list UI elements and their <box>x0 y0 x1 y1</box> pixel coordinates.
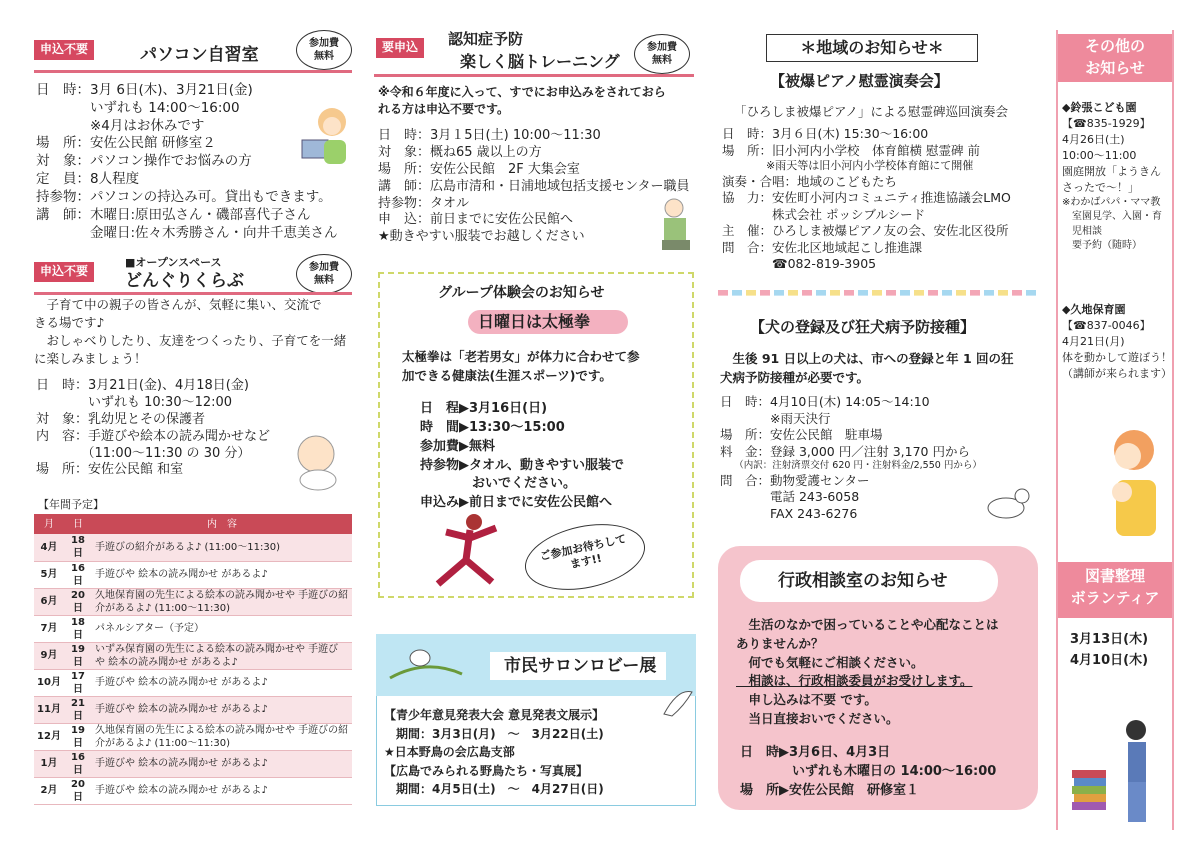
brain-title-1: 認知症予防 <box>448 30 524 48</box>
library-dates: 3月13日(木) 4月10日(木) <box>1070 632 1149 668</box>
mother-child-illustration <box>1094 420 1166 538</box>
no-application-tag-2: 申込不要 <box>34 262 94 282</box>
salon-title: 市民サロンロビー展 <box>504 656 657 676</box>
dog-title: 【犬の登録及び狂犬病予防接種】 <box>750 318 976 336</box>
bird-branch-icon <box>386 638 466 688</box>
salon-details: 【青少年意見発表大会 意見発表文展示】 期間：3月3日(月) ～ 3月22日(土) ★日本野鳥の会広島支部 【広島でみられる野鳥たち・写真展】 期間：4月5日(土) ～ 4月27日(日) <box>384 708 605 797</box>
taichi-details: 日 程▶3月16日(日) 時 間▶13:30～15:00 参加費▶無料 持参物▶タオル、動きやすい服装で おいでください。 申込み▶前日までに安佐公民館へ <box>420 401 624 511</box>
piano-title: 【被爆ピアノ慰霊演奏会】 <box>770 72 949 90</box>
pc-section <box>34 40 94 60</box>
table-row: 5月 16日 手遊びや 絵本の読み聞かせ があるよ♪ <box>34 561 352 588</box>
piano-details: 日 時：3月６日(木) 15:30～16:00 場 所：旧小河内小学校 体育館横 慰霊碑 前 ※雨天等は旧小河内小学校体育館にて開催 演奏・合唱：地域のこどもたち 協 力：安佐町小河内コミュニティ推進協議会LMO 株式会社 ポッシブルシード 主 催：ひろしま被爆ピアノ友の会、安佐北区役所 問 合：安佐北区地域起こし推進課 ☎082-819-3905 <box>722 126 1011 272</box>
consult-info: 日 時▶3月6日、4月3日 いずれも木曜日の 14:00～16:00 場 所▶安佐公民館 研修室１ <box>740 745 997 798</box>
brain-note: ※令和６年度に入って、すでにお申込みをされておら れる方は申込不要です。 <box>378 85 666 116</box>
application-required-tag: 要申込 <box>376 38 424 58</box>
dog-intro: 生後 91 日以上の犬は、市への登録と年 1 回の狂 犬病予防接種が必要です。 <box>720 351 1014 385</box>
region-title: ＊地域のお知らせ＊ <box>766 34 978 62</box>
schedule-caption: 【年間予定】 <box>38 498 104 511</box>
kuji-info: ◆久地保育園 【☎837-0046】 4月21日(月) 体を動かして遊ぼう！ （講師が来られます） <box>1062 303 1172 380</box>
pc-details: 日 時：3月 6日(木)、3月21日(金) いずれも 14:00～16:00 ※4月はお休みです 場 所：安佐公民館 研修室２ 対 象：パソコン操作でお悩みの方 定 員：8人程度 持参物：パソコンの持込み可。貸出もできます。 講 師：木曜日:原田弘さん・磯部喜代子さん 金曜日:佐々木秀勝さん・向井千恵美さん <box>36 82 338 241</box>
taichi-person-illustration <box>426 512 506 592</box>
table-row: 6月 20日 久地保育園の先生による絵本の読み聞かせや 手遊びの紹介があるよ♪ (11:00～11:30) <box>34 588 352 615</box>
welcome-bubble: ご参加お待ちして ます!! <box>519 514 651 600</box>
free-badge-3: 参加費 無料 <box>634 34 690 74</box>
elderly-man-illustration <box>656 196 696 254</box>
woman-books-illustration <box>1066 710 1166 826</box>
open-space-label: ■オープンスペース <box>125 256 222 269</box>
brain-details: 日 時：3月１5日(土) 10:00～11:30 対 象：概ね65 歳以上の方 場 所：安佐公民館 2F 大集会室 講 師：広島市清和・日浦地域包括支援センター職員 持参物：タオル 申 込：前日までに安佐公民館へ ★動きやすい服装でお越しください <box>378 128 690 245</box>
woman-pc-illustration <box>296 100 356 168</box>
free-badge: 参加費 無料 <box>296 30 352 70</box>
table-row: 9月 19日 いずみ保育園の先生による絵本の読み聞かせや 手遊び や 絵本の読み聞かせ があるよ♪ <box>34 642 352 669</box>
table-row: 12月 19日 久地保育園の先生による絵本の読み聞かせや 手遊びの紹介があるよ♪ (11:00～11:30) <box>34 723 352 750</box>
consult-title: 行政相談室のお知らせ <box>778 571 948 591</box>
baby-illustration <box>290 414 354 494</box>
suzuhari-info: ◆鈴張こども園 【☎835-1929】 4月26日(土) 10:00～11:00 園庭開放「ようきん さったで～！」 ※わかばパパ・ママ教 室園見学、入園・育 児相談 要予約（随時） <box>1062 101 1162 252</box>
table-row: 10月 17日 手遊びや 絵本の読み聞かせ があるよ♪ <box>34 669 352 696</box>
dog-illustration <box>980 482 1034 528</box>
donguri-details: 日 時：3月21日(金)、4月18日(金) いずれも 10:30～12:00 対 象：乳幼児とその保護者 内 容：手遊びや絵本の読み聞かせなど （11:00～11:30 の 30 分） 場 所：安佐公民館 和室 <box>36 378 271 478</box>
annual-schedule-table: 月 日 内 容 4月 18日 手遊びの紹介があるよ♪ (11:00～11:30) 5月 16日 手遊びや 絵本の読み聞かせ があるよ♪ 6月 20日 久地保育園の先生による絵本の読み聞かせや 手遊びの紹介があるよ♪ (11:00～11:30) 7月 18日 パネルシアター（予定） 9月 19日 いずみ保育園の先生による絵本の読み聞かせや 手遊び や 絵本の読み聞かせ があるよ♪ 10月 17日 手遊びや 絵本の読み聞かせ があるよ♪ 11月 21日 手遊びや 絵本の読み聞かせ があるよ♪ 12月 19日 久地保育園の先生による絵本の読み聞かせや 手遊びの紹介があるよ♪ (11:00～11:30) 1月 16日 手遊びや 絵本の読み聞かせ があるよ♪ 2月 20日 手遊びや 絵本の読み聞かせ があるよ♪ <box>34 514 352 805</box>
taichi-intro: 太極拳は「老若男女」が体力に合わせて参 加できる健康法(生涯スポーツ)です。 <box>402 349 640 383</box>
dove-icon <box>660 684 696 724</box>
dog-details: 日 時：4月10日(木) 14:05～14:10 ※雨天決行 場 所：安佐公民館 駐車場 料 金：登録 3,000 円／注射 3,170 円から （内訳：注射済票交付 620 円・注射料金/2,550 円から） 問 合：動物愛護センター 電話 243-6058 FAX 243-6276 <box>720 394 982 521</box>
consult-body: 生活のなかで困っていることや心配なことは ありませんか？ 何でも気軽にご相談ください。 相談は、行政相談委員がお受けします。 申し込みは不要 です。 当日直接おいでください。 <box>736 617 999 726</box>
table-row: 4月 18日 手遊びの紹介があるよ♪ (11:00～11:30) <box>34 534 352 561</box>
donguri-intro: 子育て中の親子の皆さんが、気軽に集い、交流で きる場です♪ おしゃべりしたり、友達をつくったり、子育てを一緒 に楽しみましょう！ <box>34 297 347 367</box>
table-row: 7月 18日 パネルシアター（予定） <box>34 615 352 642</box>
table-row: 1月 16日 手遊びや 絵本の読み聞かせ があるよ♪ <box>34 750 352 777</box>
pc-title: パソコン自習室 <box>140 45 259 65</box>
table-row: 11月 21日 手遊びや 絵本の読み聞かせ があるよ♪ <box>34 696 352 723</box>
donguri-title: どんぐりくらぶ <box>125 271 244 291</box>
piano-lead: 「ひろしま被爆ピアノ」による慰霊碑巡回演奏会 <box>734 104 1009 119</box>
free-badge-2: 参加費 無料 <box>296 254 352 294</box>
taichi-title: 日曜日は太極拳 <box>478 312 591 331</box>
library-volunteer-title: 図書整理 ボランティア <box>1058 562 1172 618</box>
no-application-tag: 申込不要 <box>34 40 94 60</box>
taichi-heading: グループ体験会のお知らせ <box>438 285 605 301</box>
table-row: 2月 20日 手遊びや 絵本の読み聞かせ があるよ♪ <box>34 777 352 804</box>
brain-title-2: 楽しく脳トレーニング <box>460 52 620 71</box>
other-news-title: その他の お知らせ <box>1058 34 1172 82</box>
